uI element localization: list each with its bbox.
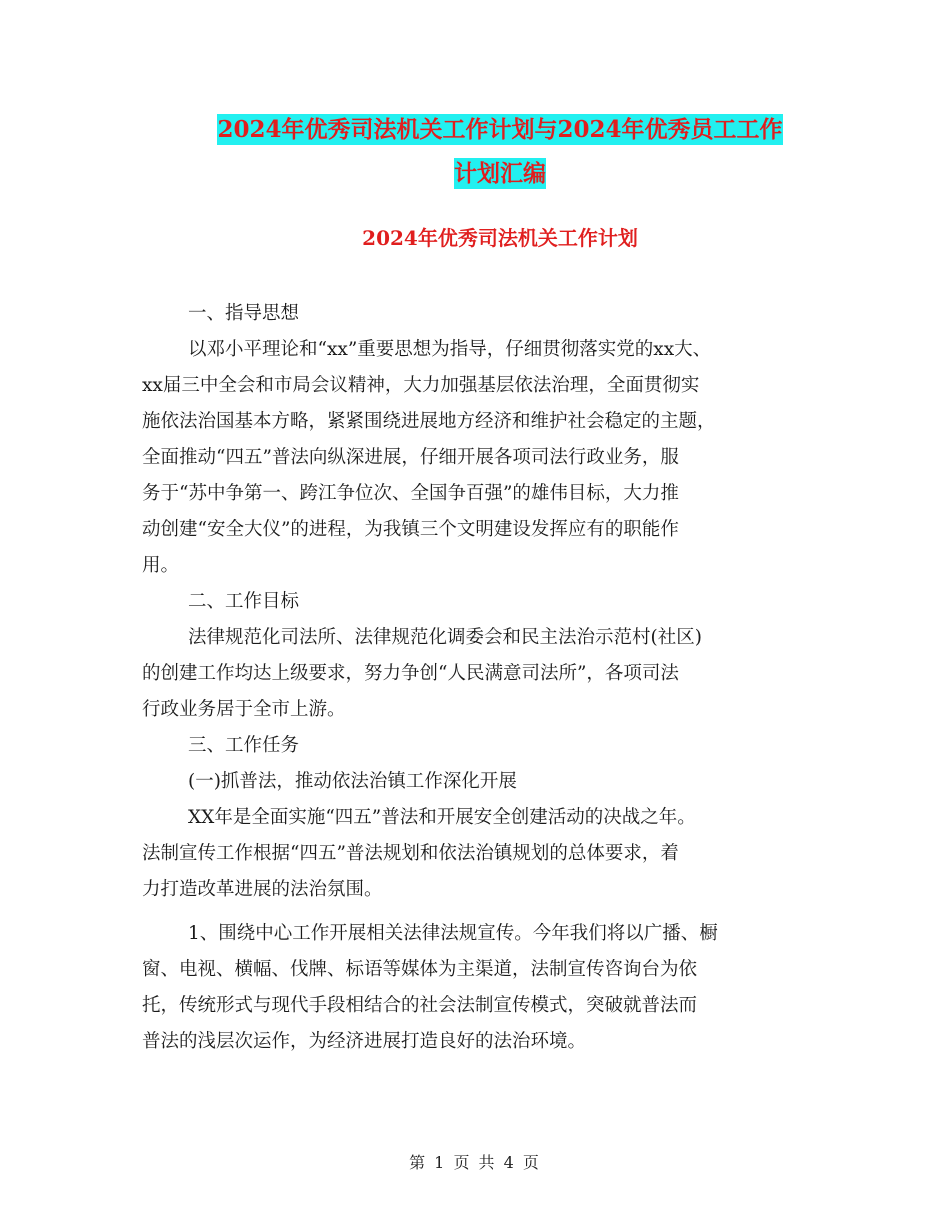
- paragraph-line: 窗、电视、横幅、伐牌、标语等媒体为主渠道，法制宣传咨询台为依: [142, 959, 698, 980]
- paragraph-line: 的创建工作均达上级要求，努力争创“人民满意司法所”，各项司法: [142, 663, 679, 684]
- main-title-text-1: 2024年优秀司法机关工作计划与2024年优秀员工工作: [217, 116, 783, 143]
- paragraph-line: 法律规范化司法所、法律规范化调委会和民主法治示范村(社区): [188, 627, 702, 648]
- main-title-line-1: [150, 108, 850, 152]
- heading-work-goals: 二、工作目标: [188, 591, 300, 612]
- main-title-text-2: 计划汇编: [454, 160, 546, 187]
- paragraph-line: 动创建“安全大仪”的进程，为我镇三个文明建设发挥应有的职能作: [142, 519, 679, 540]
- main-title-line-2: [150, 152, 850, 196]
- paragraph-line: 普法的浅层次运作，为经济进展打造良好的法治环境。: [142, 1031, 587, 1052]
- paragraph-line: 行政业务居于全市上游。: [142, 699, 346, 720]
- page-footer: 第 1 页 共 4 页: [409, 1153, 541, 1172]
- paragraph-line: 法制宣传工作根据“四五”普法规划和依法治镇规划的总体要求，着: [142, 843, 679, 864]
- section-title: 2024年优秀司法机关工作计划: [362, 226, 638, 250]
- paragraph-line: XX年是全面实施“四五”普法和开展安全创建活动的决战之年。: [188, 807, 696, 828]
- heading-guiding-ideology: 一、指导思想: [188, 303, 300, 324]
- paragraph-line: 以邓小平理论和“xx”重要思想为指导，仔细贯彻落实党的xx大、: [188, 339, 712, 360]
- paragraph-line: 全面推动“四五”普法向纵深进展，仔细开展各项司法行政业务，服: [142, 447, 679, 468]
- paragraph-line: 用。: [142, 555, 180, 576]
- heading-work-tasks: 三、工作任务: [188, 735, 300, 756]
- paragraph-line: 托，传统形式与现代手段相结合的社会法制宣传模式，突破就普法而: [142, 995, 698, 1016]
- subheading-legal-education: (一)抓普法，推动依法治镇工作深化开展: [188, 771, 517, 792]
- paragraph-line: 务于“苏中争第一、跨江争位次、全国争百强”的雄伟目标，大力推: [142, 483, 679, 504]
- paragraph-line: 力打造改革进展的法治氛围。: [142, 879, 383, 900]
- paragraph-line: 施依法治国基本方略，紧紧围绕进展地方经济和维护社会稳定的主题，: [142, 411, 716, 432]
- paragraph-line: xx届三中全会和市局会议精神，大力加强基层依法治理，全面贯彻实: [142, 375, 700, 396]
- paragraph-line: 1、围绕中心工作开展相关法律法规宣传。今年我们将以广播、橱: [188, 923, 718, 944]
